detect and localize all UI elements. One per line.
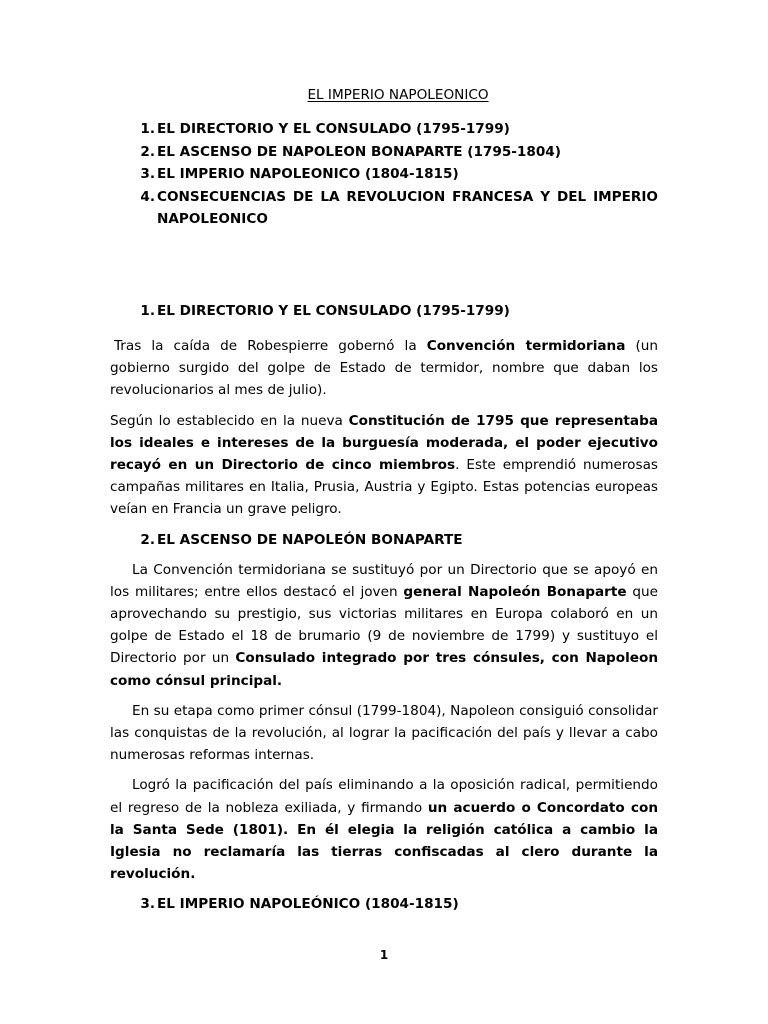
paragraph-bold-text: Constitución de 1795 que representaba los ideales e intereses de la burguesía moderada, el poder ejecutivo recayó en un Directorio de cinco miembros — [110, 412, 659, 474]
document-body — [110, 300, 658, 915]
paragraph-bold-text: Consulado integrado por tres cónsules, con Napoleon como cónsul principal. — [110, 650, 658, 689]
paragraph-text: Según lo establecido en la nueva — [110, 412, 349, 429]
paragraph-bold-text: un acuerdo o Concordato con la Santa Sede (1801). En él elegia la religión católica a cambio la Iglesia no reclamaría las tierras confiscadas al clero durante la revolución. — [110, 799, 658, 883]
toc-item — [110, 141, 658, 164]
toc-item — [110, 186, 658, 231]
toc-item — [110, 163, 658, 186]
section-number: 3. — [140, 896, 155, 913]
toc-item-text: CONSECUENCIAS DE LA REVOLUCION FRANCESA Y DEL IMPERIO NAPOLEONICO — [157, 188, 658, 227]
paragraph — [110, 774, 658, 885]
section-title: EL DIRECTORIO Y EL CONSULADO (1795-1799) — [157, 303, 510, 319]
table-of-contents — [110, 118, 658, 231]
paragraph-text: (un gobierno surgido del golpe de Estado de termidor, nombre que daban los revolucionarios al mes de julio). — [110, 338, 658, 399]
toc-item-number: 2. — [140, 143, 155, 160]
paragraph-bold-text: Convención termidoriana — [426, 338, 626, 354]
page-number: 1 — [379, 948, 389, 962]
paragraph — [110, 335, 658, 402]
paragraph-text: Tras la caída de Robespierre gobernó la — [114, 338, 427, 354]
toc-item-text: EL DIRECTORIO Y EL CONSULADO (1795-1799) — [157, 121, 510, 137]
section-number: 2. — [140, 531, 155, 548]
toc-item-text: EL IMPERIO NAPOLEONICO (1804-1815) — [157, 166, 459, 182]
section-title: EL ASCENSO DE NAPOLEÓN BONAPARTE — [157, 531, 463, 548]
paragraph: En su etapa como primer cónsul (1799-1804), Napoleon consiguió consolidar las conquistas de la revolución, al lograr la pacificación del país y llevar a cabo numerosas reformas internas. — [110, 702, 658, 764]
toc-item-number: 3. — [140, 166, 155, 182]
section-number: 1. — [140, 303, 155, 319]
paragraph-text: La Convención termidoriana se sustituyó por un Directorio que se apoyó en los militares; entre ellos destacó el joven — [110, 561, 658, 600]
paragraph-bold-text: general Napoleón Bonaparte — [403, 583, 627, 600]
toc-item-text: EL ASCENSO DE NAPOLEON BONAPARTE (1795-1804) — [157, 143, 561, 160]
document-title: EL IMPERIO NAPOLEONICO — [307, 87, 489, 103]
paragraph — [110, 559, 658, 692]
paragraph-text: . Este emprendió numerosas campañas militares en Italia, Prusia, Austria y Egipto. Estas potencias europeas veían en Francia un grave peligro. — [110, 457, 658, 518]
toc-item-number: 1. — [140, 121, 155, 137]
section-title: EL IMPERIO NAPOLEÓNICO (1804-1815) — [157, 896, 459, 913]
paragraph — [110, 410, 658, 521]
paragraph-text: Logró la pacificación del país eliminando a la oposición radical, permitiendo el regreso de la nobleza exiliada, y firmando — [110, 777, 658, 816]
section-heading-directorio — [110, 300, 658, 322]
paragraph-text: que aprovechando su prestigio, sus victorias militares en Europa colaboró en un golpe de Estado el 18 de brumario (9 de noviembre de 1799) y sustituyo el Directorio por un — [110, 583, 658, 667]
toc-item — [110, 118, 658, 141]
toc-item-number: 4. — [140, 188, 155, 205]
section-heading-ascenso — [110, 529, 658, 551]
section-heading-imperio — [110, 893, 658, 915]
